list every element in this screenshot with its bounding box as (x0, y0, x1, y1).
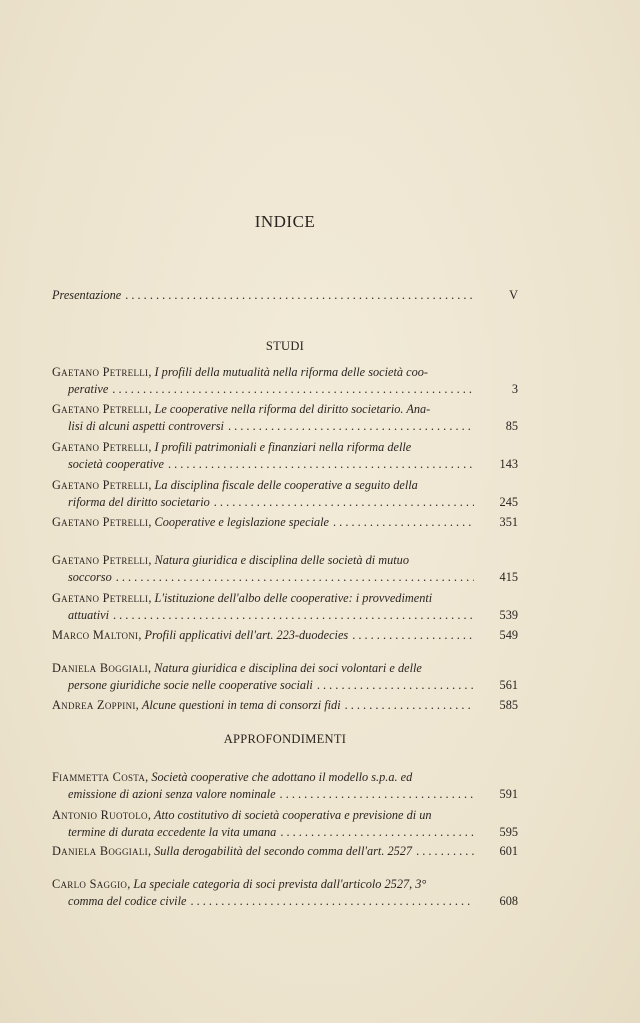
entry-title-continued: persone giuridiche socie nelle cooperative sociali (68, 678, 313, 692)
entry-title: Natura giuridica e disciplina dei soci volontari e delle (154, 661, 422, 675)
toc-entry: Gaetano Petrelli, Natura giuridica e disciplina delle società di mutuo soccorso . . . 415 (52, 552, 518, 586)
toc-entry-presentazione (52, 287, 518, 304)
page-number: 595 (499, 825, 518, 839)
author: Gaetano Petrelli (52, 553, 149, 567)
entry-title: Sulla derogabilità del secondo comma dell'art. 2527 (154, 844, 413, 858)
page-number: 245 (499, 495, 518, 509)
toc-entry: Gaetano Petrelli, Le cooperative nella riforma del diritto societario. Ana- lisi di alcuni aspetti controversi . . . 85 (52, 401, 518, 435)
entry-title: I profili della mutualità nella riforma delle società coo- (154, 365, 428, 379)
author: Gaetano Petrelli (52, 365, 149, 379)
page-number: 3 (511, 382, 518, 396)
entry-title: La disciplina fiscale delle cooperative a seguito della (154, 478, 418, 492)
dot-leader (317, 677, 474, 694)
page-number: 591 (499, 787, 518, 801)
page-number: 85 (505, 419, 518, 433)
author: Marco Maltoni (52, 628, 139, 642)
author: Gaetano Petrelli (52, 515, 149, 529)
author: Gaetano Petrelli (52, 478, 149, 492)
dot-leader (345, 697, 474, 714)
author: Gaetano Petrelli (52, 440, 149, 454)
author: Gaetano Petrelli (52, 402, 149, 416)
dot-leader (116, 569, 474, 586)
toc-entry: Gaetano Petrelli, I profili della mutualità nella riforma delle società coo- perative . . . 3 (52, 364, 518, 398)
entry-title: Alcune questioni in tema di consorzi fidi (141, 698, 341, 712)
entry-title: Presentazione (52, 288, 122, 302)
dot-leader (214, 494, 474, 511)
page-number: 585 (499, 698, 518, 712)
toc-entry: Marco Maltoni, Profili applicativi dell'art. 223-duodecies . . . 549 (52, 627, 518, 644)
author: Fiammetta Costa (52, 770, 146, 784)
author: Carlo Saggio (52, 877, 128, 891)
entry-title-continued: riforma del diritto societario (68, 495, 210, 509)
entry-title-continued: soccorso (68, 570, 112, 584)
toc-entry: Daniela Boggiali, Sulla derogabilità del secondo comma dell'art. 2527 . . . 601 (52, 843, 518, 860)
dot-leader (352, 627, 474, 644)
dot-leader (125, 287, 474, 304)
entry-title: L'istituzione dell'albo delle cooperative: i provvedimenti (154, 591, 433, 605)
entry-title-continued: società cooperative (68, 457, 164, 471)
dot-leader (228, 418, 474, 435)
page-number: 415 (499, 570, 518, 584)
toc-entry: Gaetano Petrelli, I profili patrimoniali e finanziari nella riforma delle società cooperative . . . 143 (52, 439, 518, 473)
author: Antonio Ruotolo (52, 808, 148, 822)
entry-title: Natura giuridica e disciplina delle società di mutuo (154, 553, 409, 567)
toc-entry: Gaetano Petrelli, Cooperative e legislazione speciale . . . 351 (52, 514, 518, 531)
toc-entry: Gaetano Petrelli, L'istituzione dell'albo delle cooperative: i provvedimenti attuativi . . . 539 (52, 590, 518, 624)
entry-title: La speciale categoria di soci prevista dall'articolo 2527, 3° (133, 877, 427, 891)
entry-title-continued: perative (68, 382, 109, 396)
entry-title: Le cooperative nella riforma del diritto societario. Ana- (154, 402, 431, 416)
author: Daniela Boggiali (52, 844, 148, 858)
toc-entry: Antonio Ruotolo, Atto costitutivo di società cooperativa e previsione di un termine di durata eccedente la vita umana . . . 595 (52, 807, 518, 841)
page-number: 561 (499, 678, 518, 692)
dot-leader (333, 514, 474, 531)
entry-title-continued: termine di durata eccedente la vita umana (68, 825, 277, 839)
toc-entry: Fiammetta Costa, Società cooperative che adottano il modello s.p.a. ed emissione di azioni senza valore nominale . . . 591 (52, 769, 518, 803)
toc-entry: Carlo Saggio, La speciale categoria di soci prevista dall'articolo 2527, 3° comma del codice civile . . . 608 (52, 876, 518, 910)
entry-title: Cooperative e legislazione speciale (154, 515, 330, 529)
dot-leader (113, 607, 474, 624)
entry-title-continued: emissione di azioni senza valore nominale (68, 787, 276, 801)
author: Gaetano Petrelli (52, 591, 149, 605)
dot-leader (168, 456, 474, 473)
author: Andrea Zoppini (52, 698, 136, 712)
dot-leader (416, 843, 474, 860)
dot-leader (112, 381, 474, 398)
entry-title-continued: lisi di alcuni aspetti controversi (68, 419, 224, 433)
author: Daniela Boggiali (52, 661, 148, 675)
page-title: INDICE (254, 212, 316, 231)
section-heading: STUDI (265, 339, 305, 353)
dot-leader (280, 786, 474, 803)
page-number: 549 (499, 628, 518, 642)
entry-title: Società cooperative che adottano il modello s.p.a. ed (151, 770, 413, 784)
entry-title-continued: attuativi (68, 608, 109, 622)
dot-leader (190, 893, 474, 910)
toc-entry: Daniela Boggiali, Natura giuridica e disciplina dei soci volontari e delle persone giuridiche socie nelle cooperative sociali . . . 561 (52, 660, 518, 694)
page-number: 143 (499, 457, 518, 471)
page-number: 539 (499, 608, 518, 622)
page-number: V (509, 288, 518, 302)
toc-entry: Gaetano Petrelli, La disciplina fiscale delle cooperative a seguito della riforma del diritto societario . . . 245 (52, 477, 518, 511)
entry-title-continued: comma del codice civile (68, 894, 187, 908)
entry-title: Profili applicativi dell'art. 223-duodecies (144, 628, 349, 642)
dot-leader (280, 824, 474, 841)
page-number: 608 (499, 894, 518, 908)
section-heading: APPROFONDIMENTI (223, 732, 347, 746)
page-number: 601 (499, 844, 518, 858)
toc-entry: Andrea Zoppini, Alcune questioni in tema di consorzi fidi . . . 585 (52, 697, 518, 714)
entry-title: I profili patrimoniali e finanziari nella riforma delle (154, 440, 412, 454)
entry-title: Atto costitutivo di società cooperativa e previsione di un (153, 808, 432, 822)
page-number: 351 (499, 515, 518, 529)
